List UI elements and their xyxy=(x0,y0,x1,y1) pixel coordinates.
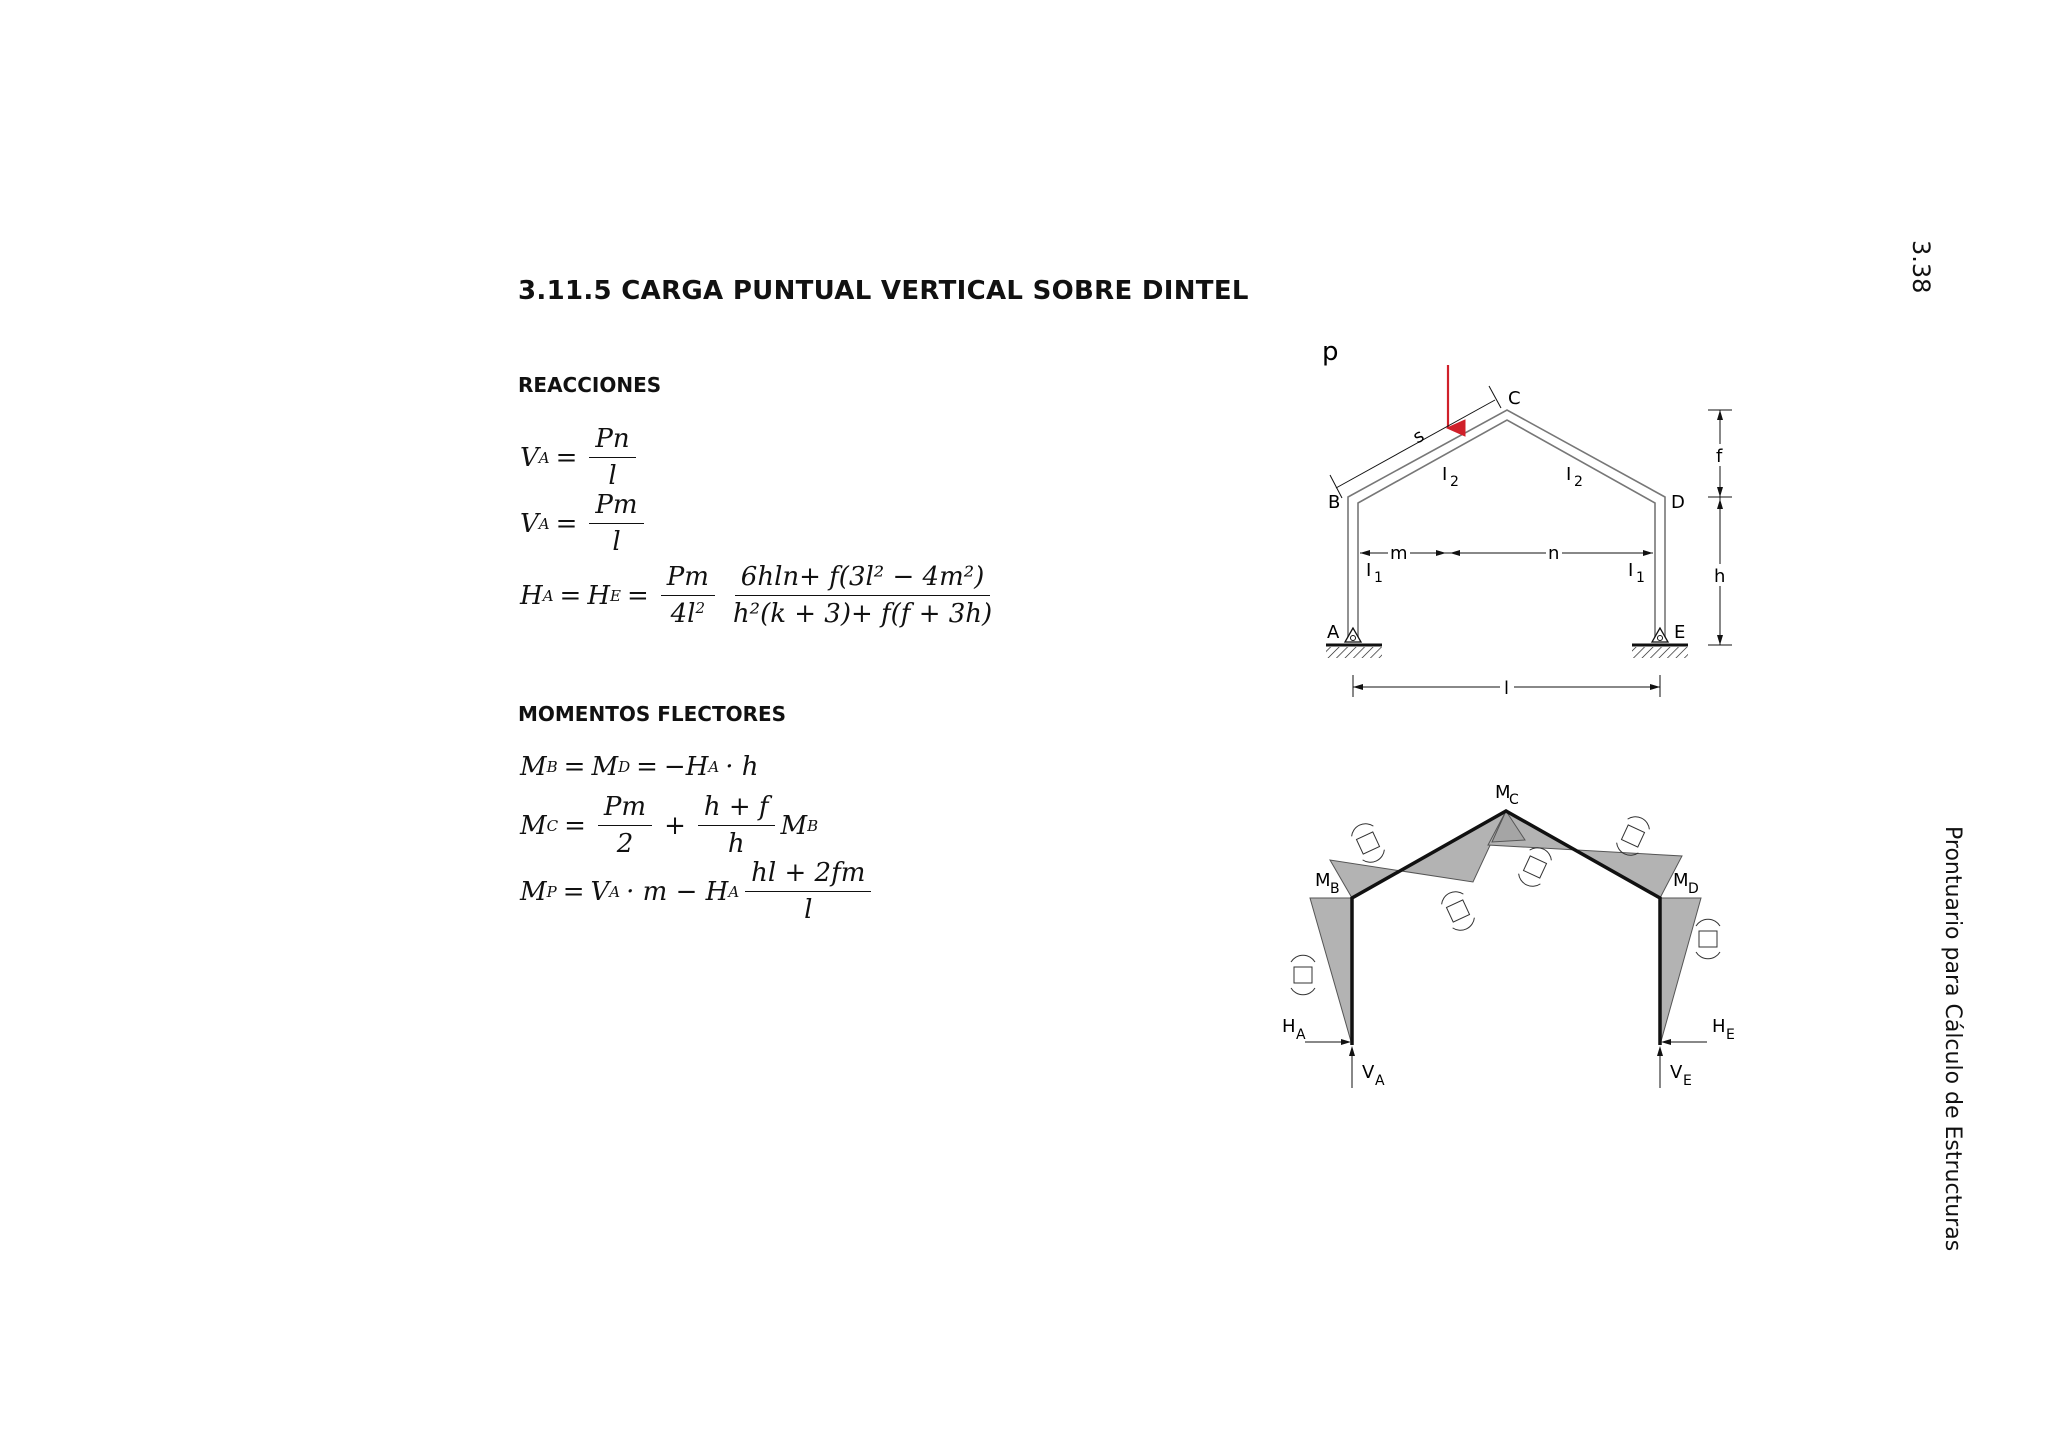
svg-text:A: A xyxy=(1296,1027,1306,1043)
dim-arrow xyxy=(1353,684,1363,690)
equation-mp: M P = V A · m − H A $\frac{hl + 2fm}{l}$ xyxy=(520,858,877,925)
svg-text:M: M xyxy=(1315,870,1331,891)
svg-text:A: A xyxy=(1375,1073,1385,1089)
arrow-head xyxy=(1341,1039,1351,1045)
equation-ha-he: H A = H E = $\frac{Pm}{4l^2}$ $\frac{\text{6hln+ f(3l² − 4m²)}}{\text{h²(k + 3)+ f(f + 3h)}}$ xyxy=(520,562,1004,629)
equation-va-pm: V A = $\frac{Pm}{l}$ xyxy=(520,490,650,557)
moment-label-mc xyxy=(1495,782,1519,808)
reaction-he-label xyxy=(1712,1016,1735,1043)
svg-text:E: E xyxy=(1683,1073,1692,1089)
node-e-label: E xyxy=(1674,622,1686,643)
svg-text:I: I xyxy=(1442,464,1448,485)
fraction: $\frac{hl + 2fm}{l}$ xyxy=(745,858,871,925)
fraction: $\frac{h + f}{h}$ xyxy=(698,792,775,859)
svg-text:C: C xyxy=(1509,792,1519,808)
svg-text:2: 2 xyxy=(1450,474,1459,490)
fraction: $\frac{Pn}{l}$ xyxy=(589,424,635,491)
equation-mb-md: M B = M D = −H A · h xyxy=(520,752,759,782)
svg-text:M: M xyxy=(1495,782,1511,803)
reaction-ha-label xyxy=(1282,1016,1306,1043)
moment-diagram xyxy=(1282,782,1735,1089)
inertia-l1-right xyxy=(1628,560,1645,586)
fraction: $\frac{Pm}{l}$ xyxy=(589,490,643,557)
svg-text:1: 1 xyxy=(1374,570,1383,586)
node-b-label: B xyxy=(1328,492,1341,513)
dim-arrow xyxy=(1436,550,1446,556)
node-a-label: A xyxy=(1327,622,1340,643)
dimension-m-label: m xyxy=(1390,543,1408,564)
dim-arrow xyxy=(1717,499,1723,509)
dimension-f-label: f xyxy=(1716,446,1723,467)
equation-mc: M C = $\frac{Pm}{2}$ + $\frac{h + f}{h}$ M B xyxy=(520,792,819,859)
svg-text:I: I xyxy=(1628,560,1634,581)
dim-arrow xyxy=(1643,550,1653,556)
node-c-label: C xyxy=(1508,388,1521,409)
page-number: 3.38 xyxy=(1907,240,1935,294)
dim-tick xyxy=(1489,386,1501,408)
svg-text:I: I xyxy=(1366,560,1372,581)
dimension-l-label: l xyxy=(1504,678,1510,699)
load-label: p xyxy=(1322,337,1339,367)
moment-label-mb xyxy=(1315,870,1340,897)
section-name: CARGA PUNTUAL VERTICAL SOBRE DINTEL xyxy=(621,276,1249,306)
dim-arrow xyxy=(1650,684,1660,690)
section-number: 3.11.5 xyxy=(518,276,612,306)
fraction: $\frac{Pm}{4l^2}$ xyxy=(661,562,715,629)
dimension-s-line xyxy=(1336,400,1495,488)
svg-text:D: D xyxy=(1688,881,1699,897)
dimension-s-label: s xyxy=(1409,425,1428,449)
dim-arrow xyxy=(1717,410,1723,420)
dim-arrow xyxy=(1360,550,1370,556)
svg-text:B: B xyxy=(1330,881,1340,897)
dimension-n-label: n xyxy=(1548,543,1560,564)
dim-arrow xyxy=(1450,550,1460,556)
inertia-l2-left xyxy=(1442,464,1459,490)
dim-arrow xyxy=(1717,635,1723,645)
moments-heading: MOMENTOS FLECTORES xyxy=(518,702,787,726)
rotation-icon xyxy=(1349,820,1387,866)
fraction: $\frac{\text{6hln+ f(3l² − 4m²)}}{\text{h²(k + 3)+ f(f + 3h)}}$ xyxy=(732,562,993,629)
inertia-l1-left xyxy=(1366,560,1383,586)
svg-text:2: 2 xyxy=(1574,474,1583,490)
reactions-heading: REACCIONES xyxy=(518,373,662,397)
moment-area-left-column xyxy=(1310,898,1352,1045)
svg-text:V: V xyxy=(1670,1062,1683,1083)
arrow-head xyxy=(1657,1046,1663,1056)
arrow-head xyxy=(1349,1046,1355,1056)
running-title: Prontuario para Cálculo de Estructuras xyxy=(1940,826,1965,1252)
svg-text:V: V xyxy=(1362,1062,1375,1083)
dim-arrow xyxy=(1717,487,1723,497)
rotation-icon xyxy=(1439,888,1477,934)
rotation-icon xyxy=(1696,919,1720,959)
dimension-h-label: h xyxy=(1714,566,1726,587)
svg-text:I: I xyxy=(1566,464,1572,485)
fraction: $\frac{Pm}{2}$ xyxy=(598,792,652,859)
svg-text:H: H xyxy=(1712,1016,1726,1037)
frame-diagram xyxy=(1322,337,1732,699)
rotation-icon xyxy=(1291,955,1315,995)
moment-area-right-column xyxy=(1660,898,1701,1045)
reaction-va-label xyxy=(1362,1062,1385,1089)
equation-va-pn: V A = $\frac{Pn}{l}$ xyxy=(520,424,642,491)
arrow-head xyxy=(1661,1039,1671,1045)
svg-text:E: E xyxy=(1726,1027,1735,1043)
frame-outer-line xyxy=(1348,410,1665,642)
rotation-icon xyxy=(1516,844,1554,890)
inertia-l2-right xyxy=(1566,464,1583,490)
moment-label-md xyxy=(1673,870,1699,897)
node-d-label: D xyxy=(1671,492,1685,513)
svg-text:H: H xyxy=(1282,1016,1296,1037)
svg-text:M: M xyxy=(1673,870,1689,891)
svg-text:1: 1 xyxy=(1636,570,1645,586)
frame-inner-line xyxy=(1358,420,1655,642)
reaction-ve-label xyxy=(1670,1062,1692,1089)
